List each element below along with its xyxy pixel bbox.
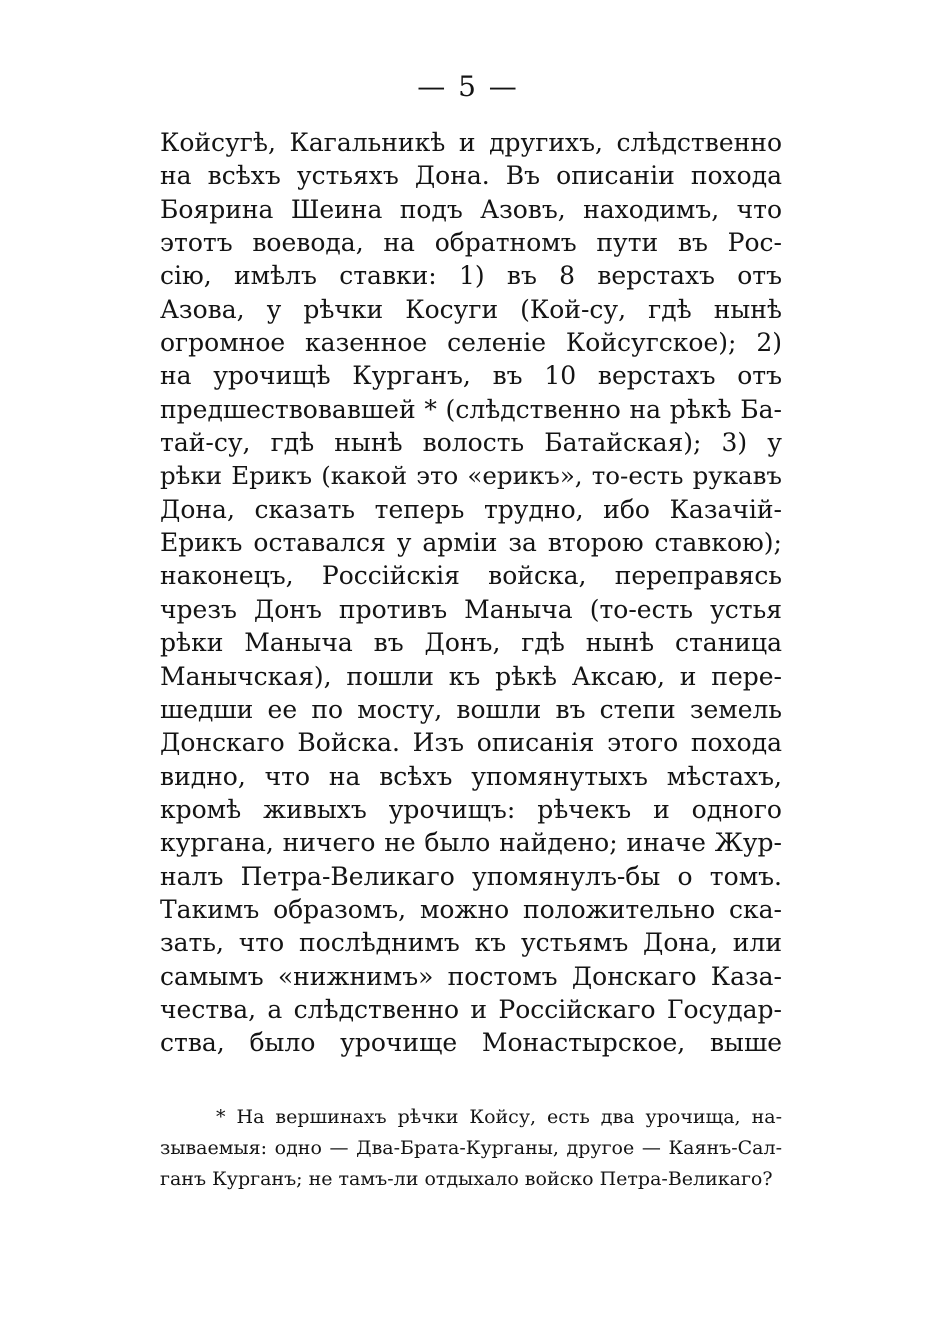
text-line: самымъ «нижнимъ» постомъ Донскаго Каза- (160, 961, 782, 991)
text-line: тай-су, гдѣ нынѣ волость Батайская); 3) у (160, 428, 782, 458)
text-line: наконецъ, Россійскія войска, переправясь (160, 561, 782, 591)
footnote-line: зываемыя: одно — Два-Брата-Курганы, другое — Каянъ-Сал- (160, 1137, 782, 1159)
text-line: Донскаго Войска. Изъ описанія этого похода (160, 728, 782, 758)
page-number: — 5 — (417, 70, 519, 103)
text-line: Азова, у рѣчки Косуги (Кой-су, гдѣ нынѣ (160, 294, 782, 324)
text-line: Боярина Шеина подъ Азовъ, находимъ, что (160, 194, 782, 224)
footnote (160, 1102, 782, 1195)
text-line: на урочищѣ Курганъ, въ 10 верстахъ отъ (160, 361, 782, 391)
text-line: Такимъ образомъ, можно положительно ска- (160, 894, 782, 924)
text-line: Койсугѣ, Кагальникѣ и другихъ, слѣдственно (160, 128, 782, 157)
text-line: Манычская), пошли къ рѣкѣ Аксаю, и пере- (160, 661, 782, 691)
text-line: Дона, сказать теперь трудно, ибо Казачій- (160, 494, 782, 524)
text-line: ства, было урочище Монастырское, выше (160, 1028, 782, 1058)
text-line: видно, что на всѣхъ упомянутыхъ мѣстахъ, (160, 761, 782, 791)
text-line: шедши ее по мосту, вошли въ степи земель (160, 694, 782, 724)
text-line: налъ Петра-Великаго упомянулъ-бы о томъ. (160, 861, 782, 891)
text-line: рѣки Маныча въ Донъ, гдѣ нынѣ станица (160, 628, 782, 658)
text-line: чества, а слѣдственно и Россійскаго Государ- (160, 994, 782, 1024)
text-line: чрезъ Донъ противъ Маныча (то-есть устья (160, 594, 782, 624)
text-line: сію, имѣлъ ставки: 1) въ 8 верстахъ отъ (160, 261, 782, 291)
main-text-block (160, 126, 782, 1060)
footnote-line: * На вершинахъ рѣчки Койсу, есть два урочища, на- (216, 1106, 782, 1128)
text-line: этотъ воевода, на обратномъ пути въ Рос- (160, 228, 782, 258)
text-line: рѣки Ерикъ (какой это «ерикъ», то-есть рукавъ (160, 461, 782, 491)
text-line: предшествовавшей * (слѣдственно на рѣкѣ Ба- (160, 394, 782, 424)
text-line: кургана, ничего не было найдено; иначе Жур- (160, 828, 782, 858)
text-line: огромное казенное селеніе Койсугское); 2) (160, 328, 782, 358)
text-line: Ерикъ оставался у арміи за вторoю ставкою); (160, 528, 782, 558)
footnote-line: ганъ Курганъ; не тамъ-ли отдыхало войско Петра-Великаго? (160, 1168, 773, 1190)
text-line: кромѣ живыхъ урочищъ: рѣчекъ и одного (160, 794, 782, 824)
text-line: зать, что послѣднимъ къ устьямъ Дона, или (160, 928, 782, 958)
text-line: на всѣхъ устьяхъ Дона. Въ описаніи похода (160, 161, 782, 191)
